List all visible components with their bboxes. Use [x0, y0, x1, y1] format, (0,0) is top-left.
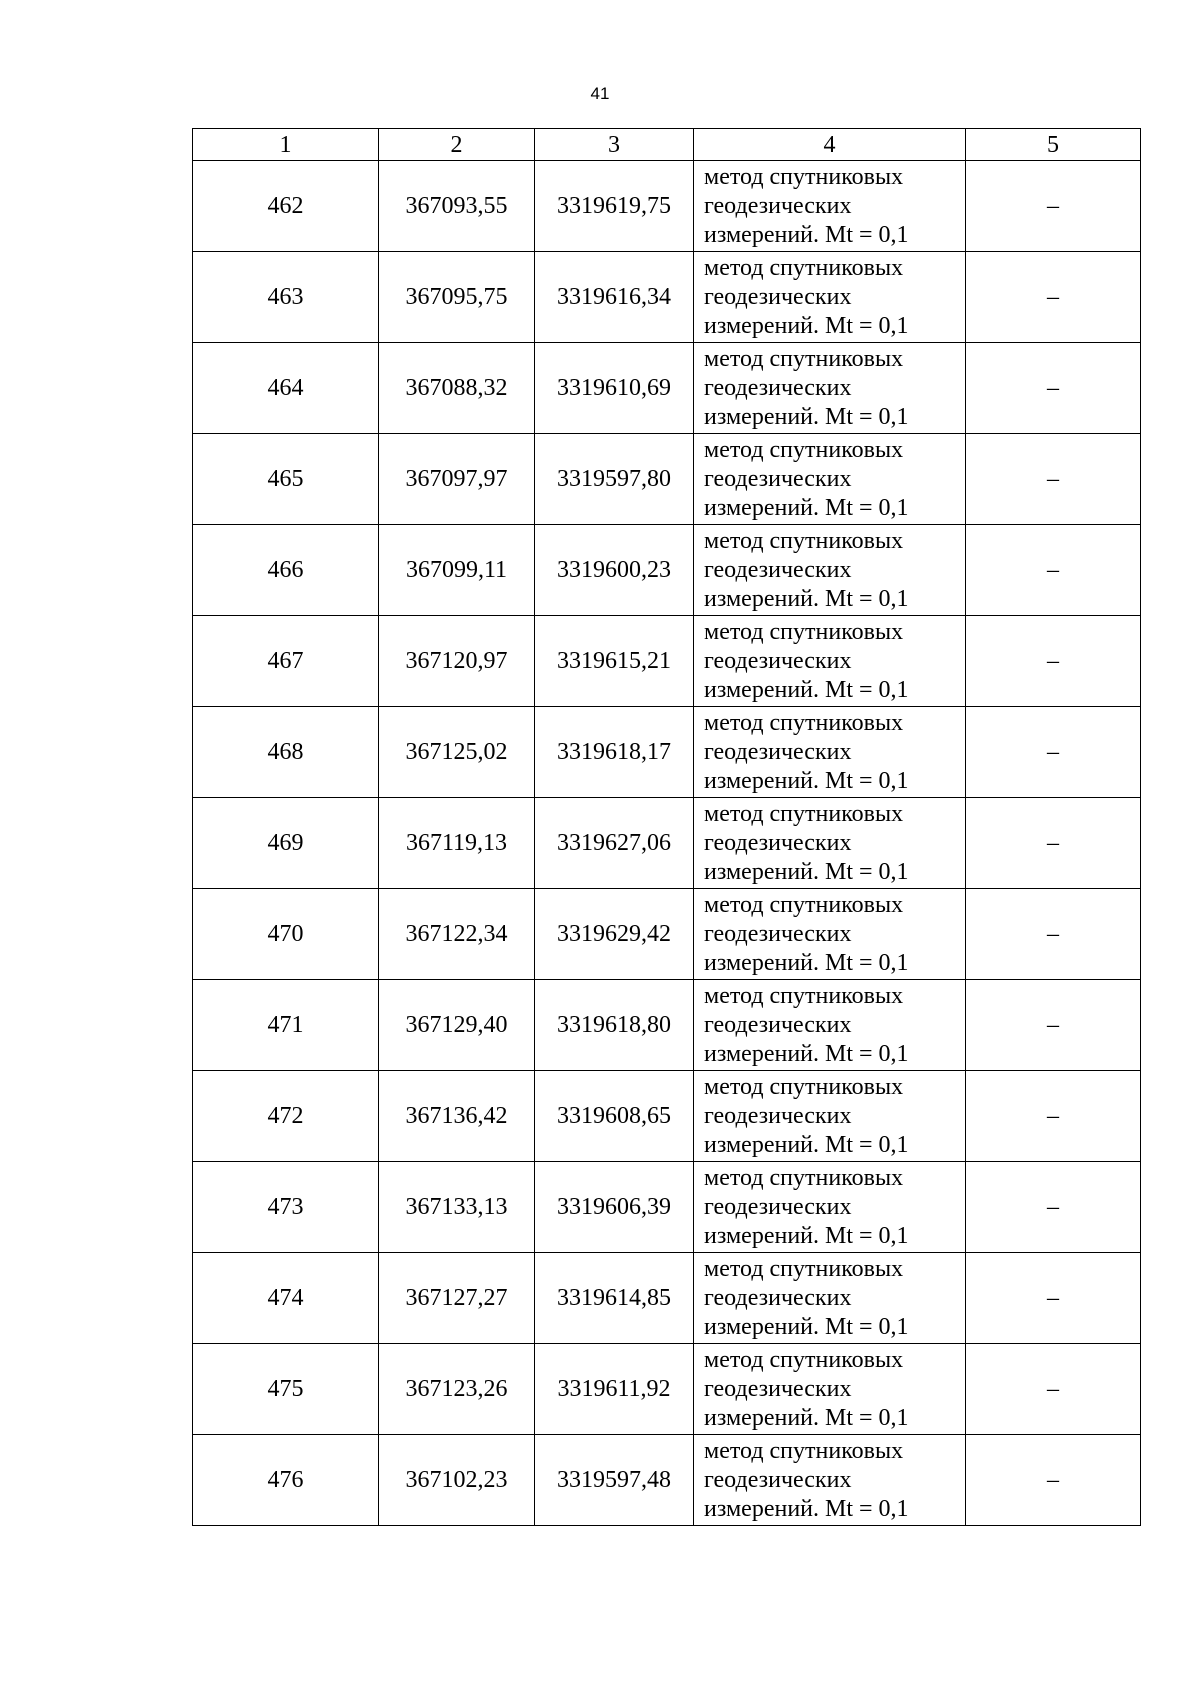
column-header: 1	[193, 129, 379, 161]
method-line: метод спутниковых	[704, 800, 904, 827]
column-header: 2	[379, 129, 535, 161]
x-coordinate-cell: 367097,97	[379, 434, 535, 525]
x-coordinate-cell: 367099,11	[379, 525, 535, 616]
method-line: геодезических	[704, 920, 852, 947]
y-coordinate-cell: 3319610,69	[535, 343, 694, 434]
table-row	[193, 343, 1141, 434]
method-line: измерений. Mt = 0,1	[704, 1495, 909, 1522]
method-line: геодезических	[704, 829, 852, 856]
method-line: метод спутниковых	[704, 1164, 904, 1191]
method-line: метод спутниковых	[704, 709, 904, 736]
table-row	[193, 1071, 1141, 1162]
x-coordinate-cell: 367129,40	[379, 980, 535, 1071]
x-coordinate-cell: 367133,13	[379, 1162, 535, 1253]
note-cell: –	[966, 161, 1141, 252]
method-line: метод спутниковых	[704, 254, 904, 281]
method-line: измерений. Mt = 0,1	[704, 858, 909, 885]
method-line: геодезических	[704, 374, 852, 401]
method-line: измерений. Mt = 0,1	[704, 1404, 909, 1431]
method-line: геодезических	[704, 647, 852, 674]
note-cell: –	[966, 1162, 1141, 1253]
note-cell: –	[966, 889, 1141, 980]
method-line: измерений. Mt = 0,1	[704, 494, 909, 521]
method-line: метод спутниковых	[704, 1346, 904, 1373]
point-number-cell: 475	[193, 1344, 379, 1435]
method-line: измерений. Mt = 0,1	[704, 403, 909, 430]
method-line: геодезических	[704, 192, 852, 219]
point-number-cell: 476	[193, 1435, 379, 1526]
y-coordinate-cell: 3319618,80	[535, 980, 694, 1071]
method-line: геодезических	[704, 1102, 852, 1129]
table-row	[193, 889, 1141, 980]
point-number-cell: 472	[193, 1071, 379, 1162]
x-coordinate-cell: 367123,26	[379, 1344, 535, 1435]
method-cell	[694, 889, 966, 980]
y-coordinate-cell: 3319611,92	[535, 1344, 694, 1435]
x-coordinate-cell: 367095,75	[379, 252, 535, 343]
note-cell: –	[966, 980, 1141, 1071]
table-row	[193, 161, 1141, 252]
page-number: 41	[590, 84, 610, 103]
point-number-cell: 473	[193, 1162, 379, 1253]
method-line: метод спутниковых	[704, 436, 904, 463]
table-row	[193, 980, 1141, 1071]
column-header: 3	[535, 129, 694, 161]
x-coordinate-cell: 367136,42	[379, 1071, 535, 1162]
method-line: измерений. Mt = 0,1	[704, 312, 909, 339]
y-coordinate-cell: 3319627,06	[535, 798, 694, 889]
method-line: метод спутниковых	[704, 891, 904, 918]
column-header: 4	[694, 129, 966, 161]
method-line: измерений. Mt = 0,1	[704, 221, 909, 248]
y-coordinate-cell: 3319597,48	[535, 1435, 694, 1526]
method-line: метод спутниковых	[704, 982, 904, 1009]
method-line: геодезических	[704, 1011, 852, 1038]
method-line: измерений. Mt = 0,1	[704, 767, 909, 794]
point-number-cell: 474	[193, 1253, 379, 1344]
x-coordinate-cell: 367125,02	[379, 707, 535, 798]
method-line: метод спутниковых	[704, 1255, 904, 1282]
y-coordinate-cell: 3319616,34	[535, 252, 694, 343]
method-cell	[694, 525, 966, 616]
method-cell	[694, 1435, 966, 1526]
y-coordinate-cell: 3319606,39	[535, 1162, 694, 1253]
x-coordinate-cell: 367093,55	[379, 161, 535, 252]
table-row	[193, 1253, 1141, 1344]
table-row	[193, 252, 1141, 343]
note-cell: –	[966, 343, 1141, 434]
method-cell	[694, 161, 966, 252]
method-cell	[694, 1344, 966, 1435]
y-coordinate-cell: 3319629,42	[535, 889, 694, 980]
note-cell: –	[966, 616, 1141, 707]
method-line: метод спутниковых	[704, 163, 904, 190]
note-cell: –	[966, 1253, 1141, 1344]
table-row	[193, 798, 1141, 889]
note-cell: –	[966, 1071, 1141, 1162]
note-cell: –	[966, 1344, 1141, 1435]
method-line: измерений. Mt = 0,1	[704, 676, 909, 703]
table-row	[193, 434, 1141, 525]
column-header: 5	[966, 129, 1141, 161]
method-cell	[694, 980, 966, 1071]
method-cell	[694, 1253, 966, 1344]
coordinates-table	[192, 128, 1141, 1526]
method-line: метод спутниковых	[704, 1437, 904, 1464]
x-coordinate-cell: 367088,32	[379, 343, 535, 434]
note-cell: –	[966, 1435, 1141, 1526]
x-coordinate-cell: 367119,13	[379, 798, 535, 889]
point-number-cell: 471	[193, 980, 379, 1071]
method-line: измерений. Mt = 0,1	[704, 1313, 909, 1340]
method-cell	[694, 707, 966, 798]
method-line: геодезических	[704, 1375, 852, 1402]
method-cell	[694, 1162, 966, 1253]
method-line: геодезических	[704, 556, 852, 583]
x-coordinate-cell: 367122,34	[379, 889, 535, 980]
method-cell	[694, 1071, 966, 1162]
note-cell: –	[966, 707, 1141, 798]
y-coordinate-cell: 3319614,85	[535, 1253, 694, 1344]
point-number-cell: 467	[193, 616, 379, 707]
point-number-cell: 465	[193, 434, 379, 525]
method-line: измерений. Mt = 0,1	[704, 585, 909, 612]
point-number-cell: 464	[193, 343, 379, 434]
point-number-cell: 468	[193, 707, 379, 798]
point-number-cell: 463	[193, 252, 379, 343]
method-cell	[694, 343, 966, 434]
y-coordinate-cell: 3319597,80	[535, 434, 694, 525]
table-row	[193, 1162, 1141, 1253]
header-row	[193, 129, 1141, 161]
x-coordinate-cell: 367120,97	[379, 616, 535, 707]
y-coordinate-cell: 3319608,65	[535, 1071, 694, 1162]
method-cell	[694, 798, 966, 889]
method-line: измерений. Mt = 0,1	[704, 1222, 909, 1249]
method-line: геодезических	[704, 738, 852, 765]
x-coordinate-cell: 367127,27	[379, 1253, 535, 1344]
method-line: геодезических	[704, 1466, 852, 1493]
note-cell: –	[966, 798, 1141, 889]
method-cell	[694, 616, 966, 707]
y-coordinate-cell: 3319618,17	[535, 707, 694, 798]
method-line: геодезических	[704, 465, 852, 492]
point-number-cell: 470	[193, 889, 379, 980]
method-cell	[694, 434, 966, 525]
note-cell: –	[966, 434, 1141, 525]
method-line: геодезических	[704, 1193, 852, 1220]
table-row	[193, 707, 1141, 798]
table-row	[193, 525, 1141, 616]
point-number-cell: 469	[193, 798, 379, 889]
method-line: метод спутниковых	[704, 618, 904, 645]
y-coordinate-cell: 3319619,75	[535, 161, 694, 252]
method-line: геодезических	[704, 1284, 852, 1311]
point-number-cell: 466	[193, 525, 379, 616]
method-line: метод спутниковых	[704, 527, 904, 554]
y-coordinate-cell: 3319615,21	[535, 616, 694, 707]
table-row	[193, 1435, 1141, 1526]
note-cell: –	[966, 525, 1141, 616]
y-coordinate-cell: 3319600,23	[535, 525, 694, 616]
method-line: измерений. Mt = 0,1	[704, 1131, 909, 1158]
method-line: метод спутниковых	[704, 345, 904, 372]
table-body	[193, 161, 1141, 1526]
note-cell: –	[966, 252, 1141, 343]
table-row	[193, 1344, 1141, 1435]
method-cell	[694, 252, 966, 343]
method-line: измерений. Mt = 0,1	[704, 949, 909, 976]
method-line: метод спутниковых	[704, 1073, 904, 1100]
method-line: геодезических	[704, 283, 852, 310]
x-coordinate-cell: 367102,23	[379, 1435, 535, 1526]
method-line: измерений. Mt = 0,1	[704, 1040, 909, 1067]
table-row	[193, 616, 1141, 707]
point-number-cell: 462	[193, 161, 379, 252]
